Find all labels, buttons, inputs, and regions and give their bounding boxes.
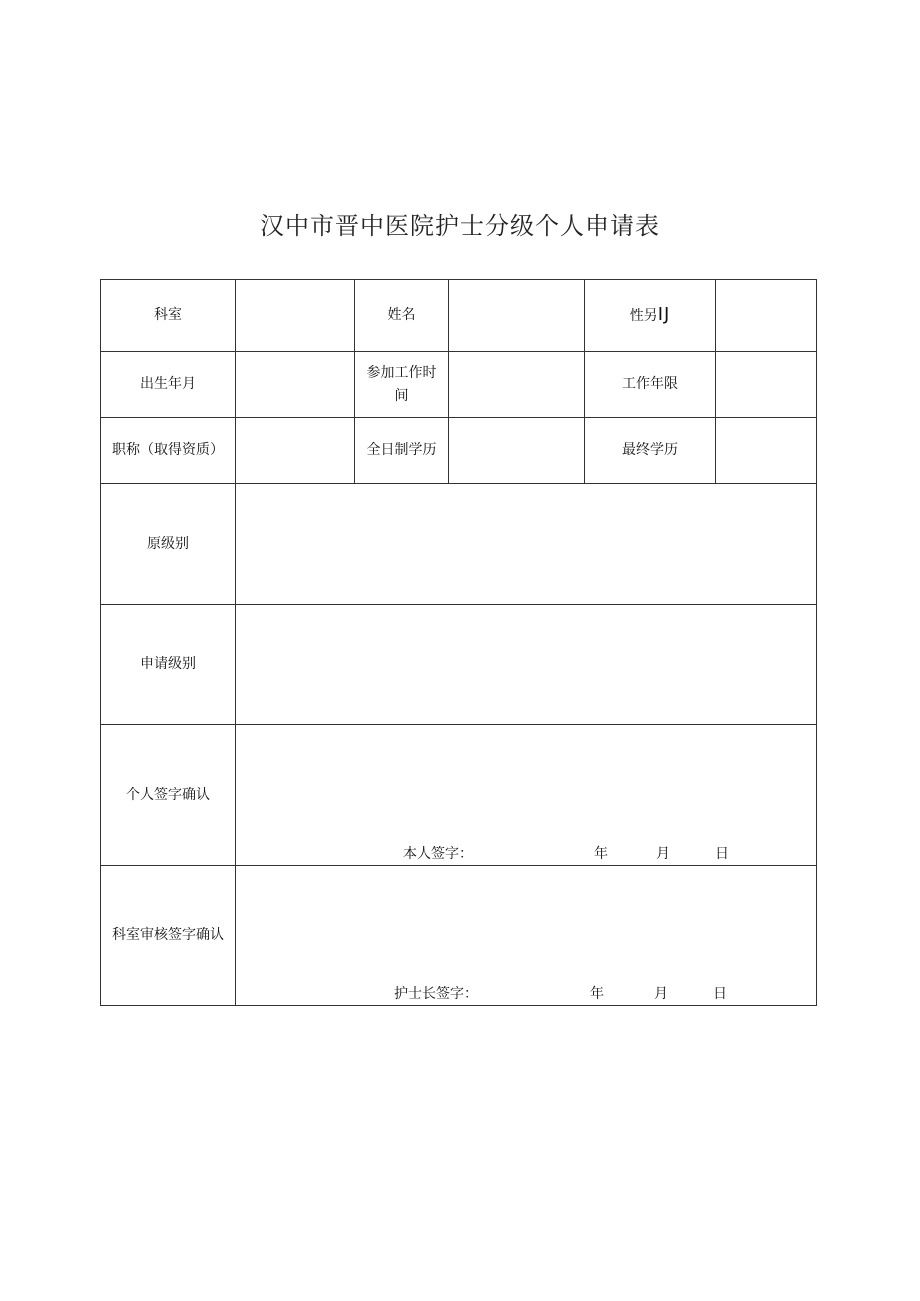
form-row-work bbox=[101, 352, 817, 418]
personal-sign-month: 月 bbox=[656, 846, 670, 862]
personal-sign-year: 年 bbox=[594, 846, 608, 862]
form-row-basic bbox=[101, 280, 817, 352]
dept-sign-line bbox=[236, 983, 816, 1005]
form-row-apply-level bbox=[101, 605, 817, 725]
dept-review-area[interactable] bbox=[236, 866, 817, 1006]
personal-sign-line bbox=[236, 843, 816, 865]
original-level-field[interactable] bbox=[236, 484, 817, 605]
personal-sign-label: 个人签字确认 bbox=[101, 725, 236, 866]
apply-level-label: 申请级别 bbox=[101, 605, 236, 725]
dept-sign-month: 月 bbox=[654, 986, 668, 1002]
form-row-original-level bbox=[101, 484, 817, 605]
form-row-personal-sign bbox=[101, 725, 817, 866]
name-field[interactable] bbox=[449, 280, 585, 352]
gender-label: 性另 bbox=[629, 308, 658, 324]
work-years-label: 工作年限 bbox=[585, 352, 716, 418]
name-label: 姓名 bbox=[355, 280, 449, 352]
work-years-field[interactable] bbox=[716, 352, 817, 418]
gender-field[interactable] bbox=[716, 280, 817, 352]
department-label: 科室 bbox=[101, 280, 236, 352]
birth-field[interactable] bbox=[236, 352, 355, 418]
form-row-dept-review bbox=[101, 866, 817, 1006]
work-start-label: 参加工作时间 bbox=[355, 352, 449, 418]
dept-sign-year: 年 bbox=[590, 986, 604, 1002]
final-edu-label: 最终学历 bbox=[585, 418, 716, 484]
title-field[interactable] bbox=[236, 418, 355, 484]
dept-sign-day: 日 bbox=[713, 986, 727, 1002]
personal-sign-area[interactable] bbox=[236, 725, 817, 866]
apply-level-field[interactable] bbox=[236, 605, 817, 725]
final-edu-field[interactable] bbox=[716, 418, 817, 484]
title-label: 职称（取得资质） bbox=[101, 418, 236, 484]
head-nurse-signer-label: 护士长签字： bbox=[394, 986, 478, 1002]
work-start-field[interactable] bbox=[449, 352, 585, 418]
department-field[interactable] bbox=[236, 280, 355, 352]
application-form-table bbox=[100, 279, 817, 1006]
dept-review-label: 科室审核签字确认 bbox=[101, 866, 236, 1006]
form-row-education bbox=[101, 418, 817, 484]
fulltime-edu-label: 全日制学历 bbox=[355, 418, 449, 484]
gender-label-suffix: IJ bbox=[657, 304, 671, 325]
birth-label: 出生年月 bbox=[101, 352, 236, 418]
gender-label-cell bbox=[585, 280, 716, 352]
page-title: 汉中市晋中医院护士分级个人申请表 bbox=[260, 212, 660, 240]
fulltime-edu-field[interactable] bbox=[449, 418, 585, 484]
original-level-label: 原级别 bbox=[101, 484, 236, 605]
personal-sign-day: 日 bbox=[715, 846, 729, 862]
personal-signer-label: 本人签字： bbox=[403, 846, 473, 862]
